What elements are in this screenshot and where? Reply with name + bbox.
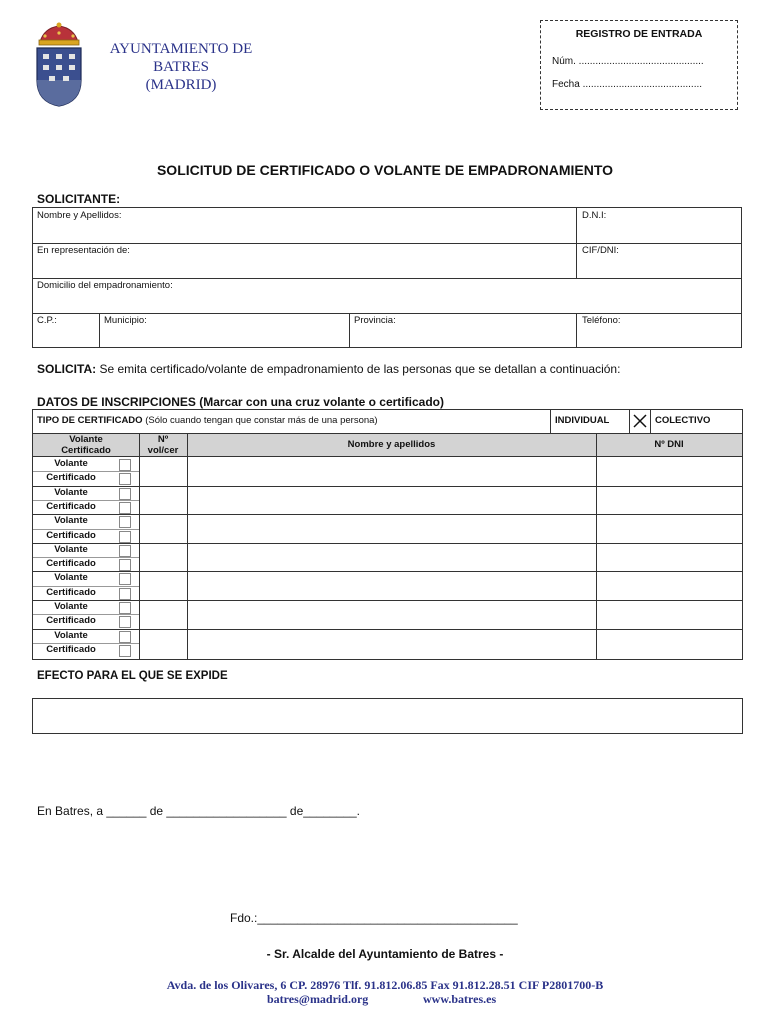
volante-checkbox[interactable] [119,573,131,585]
footer-web[interactable]: www.batres.es [423,992,497,1006]
datos-heading: DATOS DE INSCRIPCIONES (Marcar con una cruz volante o certificado) [37,395,444,409]
row-subdivider [33,643,139,644]
colectivo-option[interactable]: COLECTIVO [655,415,711,426]
certificado-checkbox[interactable] [119,502,131,514]
row-volante-label: Volante [54,572,88,584]
row-certificado-label: Certificado [46,586,96,598]
col-num-header [139,434,187,456]
destinatario: - Sr. Alcalde del Ayuntamiento de Batres - [266,947,504,961]
registro-fecha-field[interactable]: Fecha ........................................... [552,79,703,90]
row-certificado-label: Certificado [46,529,96,541]
registro-title: REGISTRO DE ENTRADA [575,28,703,40]
row-volante-label: Volante [54,458,88,469]
certificado-checkbox[interactable] [119,588,131,600]
cif-field[interactable]: CIF/DNI: [582,245,619,256]
certificado-checkbox[interactable] [119,559,131,571]
dni-cell[interactable] [596,486,742,515]
municipio-field[interactable]: Municipio: [104,315,147,326]
footer-address: Avda. de los Olivares, 6 CP. 28976 Tlf. 91.812.06.85 Fax 91.812.28.51 CIF P2801700-B [166,978,604,992]
num-cell[interactable] [139,600,187,629]
representacion-field[interactable]: En representación de: [37,245,130,256]
inscripciones-table [32,409,743,660]
page-title: SOLICITUD DE CERTIFICADO O VOLANTE DE EMPADRONAMIENTO [156,162,614,178]
row-volante-label: Volante [54,629,88,641]
row-volante-label: Volante [54,515,88,527]
dni-cell[interactable] [596,543,742,572]
nombre-cell[interactable] [187,543,596,572]
nombre-field[interactable]: Nombre y Apellidos: [37,210,122,221]
num-cell[interactable] [139,486,187,515]
num-cell[interactable] [139,629,187,658]
tipo-note: (Sólo cuando tengan que constar más de una persona) [142,415,378,426]
fecha-lugar[interactable]: En Batres, a ______ de __________________ de________. [37,804,360,818]
row-volante-label: Volante [54,601,88,612]
dni-cell[interactable] [596,600,742,629]
dni-cell[interactable] [596,629,742,658]
tipo-label: TIPO DE CERTIFICADO [37,415,143,426]
col-tipo-line-1: Volante [69,434,103,445]
num-cell[interactable] [139,514,187,543]
individual-option[interactable]: INDIVIDUAL [555,415,610,426]
telefono-field[interactable]: Teléfono: [582,315,621,326]
certificado-checkbox[interactable] [119,645,131,657]
org-line-2: BATRES [153,59,209,75]
solicitante-heading: SOLICITANTE: [37,192,121,206]
num-cell[interactable] [139,457,187,486]
dni-cell[interactable] [596,514,742,543]
organization-name [88,40,274,94]
registro-num-field[interactable]: Núm. ............................................. [552,56,704,67]
certificado-checkbox[interactable] [119,473,131,485]
efecto-field[interactable] [32,698,743,734]
volante-checkbox[interactable] [119,602,131,614]
certificado-checkbox[interactable] [119,616,131,628]
volante-checkbox[interactable] [119,516,131,528]
col-num-line-2: vol/cer [147,445,179,456]
volante-checkbox[interactable] [119,459,131,471]
row-subdivider [33,557,139,558]
row-subdivider [33,529,139,530]
col-tipo-line-2: Certificado [61,445,111,456]
row-certificado-label: Certificado [46,643,96,655]
cp-field[interactable]: C.P.: [37,315,57,326]
row-subdivider [33,500,139,501]
row-certificado-label: Certificado [46,558,96,570]
nombre-cell[interactable] [187,571,596,600]
nombre-cell[interactable] [187,514,596,543]
org-line-1: AYUNTAMIENTO DE [109,41,253,57]
nombre-cell[interactable] [187,457,596,486]
solicita-label: SOLICITA: [37,362,97,376]
solicitante-form [32,207,742,348]
coat-of-arms-icon [30,22,88,108]
col-nombre-header: Nombre y apellidos [347,439,436,450]
certificado-checkbox[interactable] [119,531,131,543]
provincia-field[interactable]: Provincia: [354,315,396,326]
volante-checkbox[interactable] [119,488,131,500]
row-volante-label: Volante [54,486,88,498]
col-num-line-1: Nº [157,434,169,445]
footer-email[interactable]: batres@madrid.org [267,992,369,1006]
tipo-certificado-label [37,415,378,426]
row-subdivider [33,586,139,587]
volante-checkbox[interactable] [119,545,131,557]
row-subdivider [33,614,139,615]
num-cell[interactable] [139,571,187,600]
dni-cell[interactable] [596,571,742,600]
row-subdivider [33,471,139,472]
row-certificado-label: Certificado [46,500,96,512]
row-volante-label: Volante [54,543,88,555]
org-line-3: (MADRID) [145,77,217,93]
solicita-statement [37,362,620,376]
efecto-heading: EFECTO PARA EL QUE SE EXPIDE [37,670,228,682]
registro-entrada-box [540,20,738,110]
firma-line[interactable]: Fdo.:_______________________________________ [230,911,518,925]
nombre-cell[interactable] [187,629,596,658]
col-dni-header: Nº DNI [654,439,684,450]
row-certificado-label: Certificado [46,472,96,484]
dni-field[interactable]: D.N.I: [582,210,607,221]
dni-cell[interactable] [596,457,742,486]
col-tipo-header [33,434,139,456]
nombre-cell[interactable] [187,600,596,629]
row-certificado-label: Certificado [46,615,96,627]
cross-mark-icon[interactable] [632,413,648,429]
num-cell[interactable] [139,543,187,572]
nombre-cell[interactable] [187,486,596,515]
volante-checkbox[interactable] [119,631,131,643]
domicilio-field[interactable]: Domicilio del empadronamiento: [37,280,173,291]
solicita-text: Se emita certificado/volante de empadronamiento de las personas que se detallan a continuación: [96,362,621,376]
